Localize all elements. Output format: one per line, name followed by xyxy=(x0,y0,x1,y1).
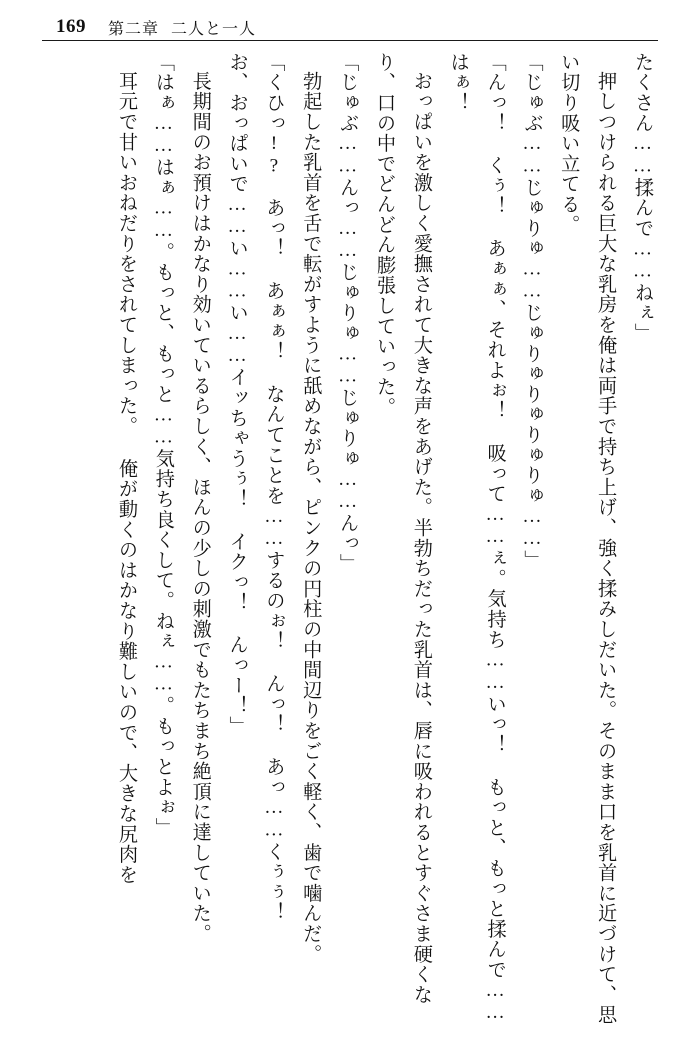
paragraph: 押しつけられる巨大な乳房を俺は両手で持ち上げ、強く揉みしだいた。そのまま口を乳首に近づけて、思い切り吸い立てる。 xyxy=(558,52,617,1026)
header-divider xyxy=(42,40,658,41)
page-body xyxy=(40,52,660,1027)
paragraph: 「じゅぶ……んっ……じゅりゅ……じゅりゅ……んっ」 xyxy=(337,52,359,574)
chapter-label xyxy=(108,16,256,39)
paragraph: 勃起した乳首を舌で転がすように舐めながら、ピンクの円柱の中間辺りをごく軽く、歯で噛んだ。 xyxy=(300,71,322,965)
paragraph: 「んっ！ くぅ！ あぁぁ、それよぉ！ 吸って……ぇ。気持ち……いっ！ もっと、もっと揉んで……はぁ！ xyxy=(447,52,506,1025)
paragraph: お、おっぱいで……い……い……イッちゃうぅ！ イクっ！ んっー！」 xyxy=(226,52,248,737)
chapter-title: 二人と一人 xyxy=(171,20,257,38)
paragraph: 長期間のお預けはかなり効いているらしく、ほんの少しの刺激でもたちまち絶頂に達していた。 xyxy=(189,71,211,945)
paragraph: 「はぁ……はぁ……。もっと、もっと……気持ち良くして。ねぇ……。もっとよぉ」 xyxy=(152,52,174,838)
paragraph: 「じゅぶ……じゅりゅ……じゅりゅりゅりゅりゅ……」 xyxy=(521,52,543,571)
paragraph: たくさん……揉んで……ねぇ」 xyxy=(632,52,653,344)
page-number: 169 xyxy=(56,16,86,37)
paragraph: 耳元で甘いおねだりをされてしまった。 俺が動くのはかなり難しいので、大きな尻肉を xyxy=(115,71,137,885)
paragraph: 「くひっ!? あっ！ あぁぁ！ なんてことを……するのぉ！ んっ！ あっ……くぅぅ！ xyxy=(263,52,285,923)
paragraph: おっぱいを激しく愛撫されて大きな声をあげた。半勃ちだった乳首は、唇に吸われるとすぐさま硬くなり、口の中でどんどん膨張していった。 xyxy=(373,52,432,1005)
page-header xyxy=(0,12,700,42)
chapter-number: 第二章 xyxy=(108,20,160,38)
